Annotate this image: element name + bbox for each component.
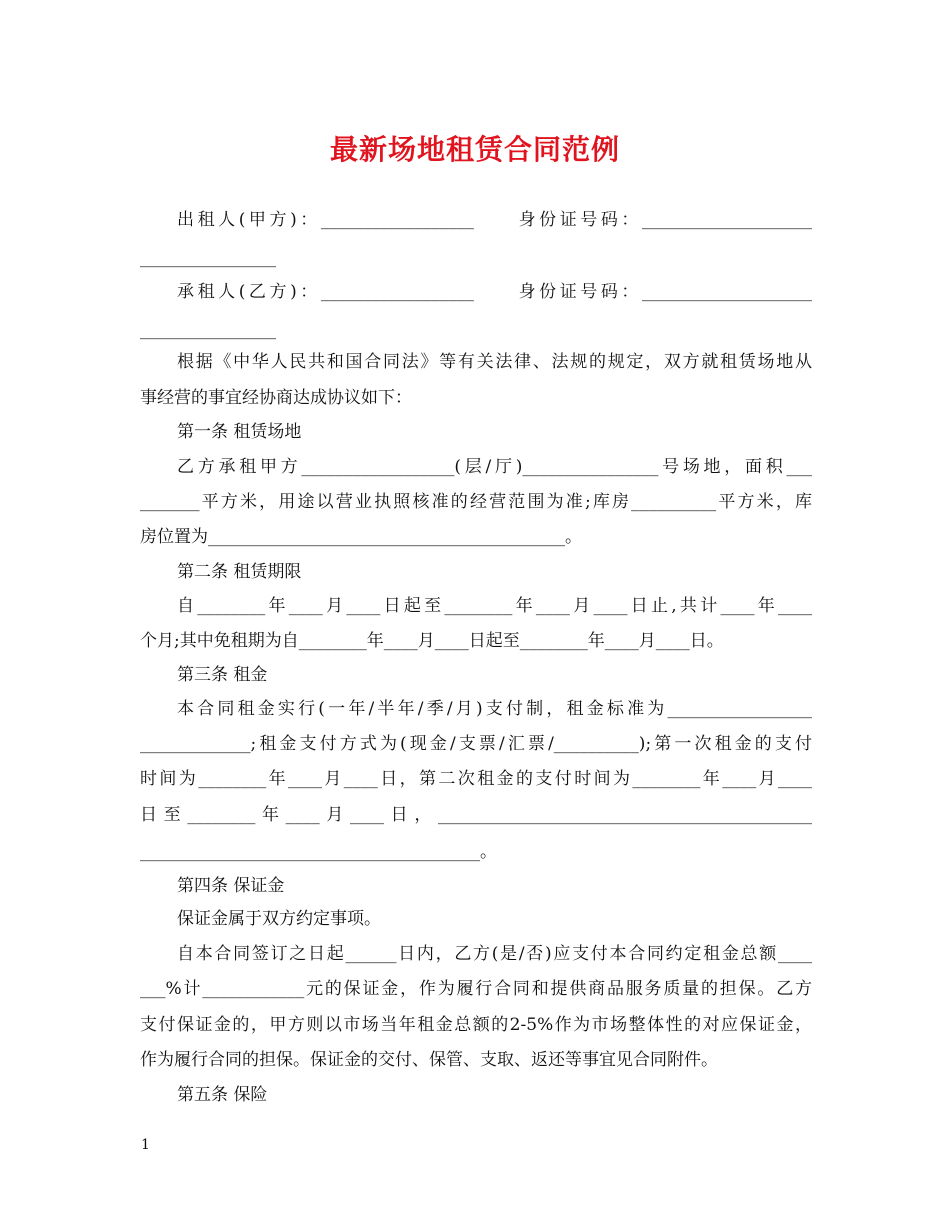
party-a-line: 出租人(甲方)：__________________ 身份证号码：____________________ bbox=[177, 210, 812, 230]
article-3-heading: 第三条 租金 bbox=[177, 665, 268, 685]
article-1-line: _______平方米，用途以营业执照核准的经营范围为准;库房__________平方米，库 bbox=[140, 492, 812, 512]
article-4-line: 自本合同签订之日起______日内，乙方(是/否)应支付本合同约定租金总额____ bbox=[177, 944, 812, 964]
article-4-line: 作为履行合同的担保。保证金的交付、保管、支取、返还等事宜见合同附件。 bbox=[140, 1050, 718, 1070]
article-4-line: 保证金属于双方约定事项。 bbox=[177, 909, 381, 929]
party-b-line-continued: ________________ bbox=[140, 320, 276, 340]
preamble-line: 事经营的事宜经协商达成协议如下： bbox=[140, 388, 412, 408]
document-title: 最新场地租赁合同范例 bbox=[329, 133, 620, 166]
article-2-line: 自________年____月____日起至________年____月____日止,共计____年____ bbox=[177, 596, 812, 616]
party-a-line-continued: ________________ bbox=[140, 248, 276, 268]
article-3-line: 日至________年____月____日，____________________________________________ bbox=[140, 805, 812, 825]
article-5-heading: 第五条 保险 bbox=[177, 1085, 268, 1105]
page-number: 1 bbox=[141, 1137, 150, 1153]
article-3-line: 本合同租金实行(一年/半年/季/月)支付制，租金标准为_________________ bbox=[177, 699, 812, 719]
party-b-line: 承租人(乙方)：__________________ 身份证号码：____________________ bbox=[177, 282, 812, 302]
article-1-line: 乙方承租甲方__________________(层/厅)________________号场地，面积___ bbox=[177, 457, 812, 477]
article-3-line: _____________;租金支付方式为(现金/支票/汇票/__________);第一次租金的支付 bbox=[140, 734, 812, 754]
article-3-line: 时间为________年____月____日，第二次租金的支付时间为________年____月____ bbox=[140, 769, 812, 789]
article-4-line: ___%计____________元的保证金，作为履行合同和提供商品服务质量的担保。乙方 bbox=[140, 979, 812, 999]
article-3-line: ________________________________________。 bbox=[140, 842, 497, 862]
article-1-line: 房位置为__________________________________________。 bbox=[140, 527, 582, 547]
article-2-line: 个月;其中免租期为自________年____月____日起至________年____月____日。 bbox=[140, 631, 724, 651]
article-1-heading: 第一条 租赁场地 bbox=[177, 422, 302, 442]
article-4-line: 支付保证金的，甲方则以市场当年租金总额的2-5%作为市场整体性的对应保证金， bbox=[140, 1015, 812, 1035]
preamble-line: 根据《中华人民共和国合同法》等有关法律、法规的规定，双方就租赁场地从 bbox=[177, 352, 812, 372]
article-2-heading: 第二条 租赁期限 bbox=[177, 562, 302, 582]
article-4-heading: 第四条 保证金 bbox=[177, 876, 285, 896]
